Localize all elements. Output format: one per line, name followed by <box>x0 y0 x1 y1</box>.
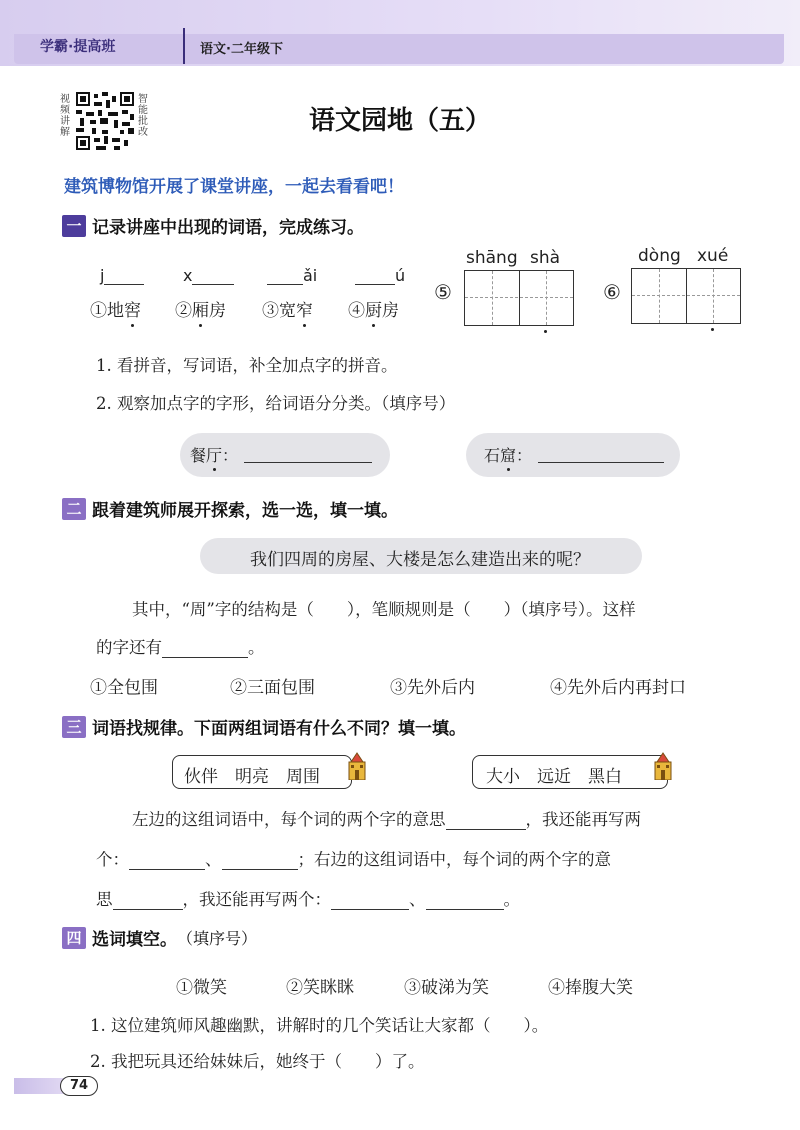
qr-right-label: 智能批改 <box>138 94 148 138</box>
category-label-2: 石窟： <box>484 446 533 465</box>
section-1-heading <box>62 213 364 238</box>
section-4-option-1: ①微笑 <box>176 978 227 998</box>
section-3-line-3: 思 ，我还能再写两个： 、 。 <box>96 890 520 909</box>
grid-5-pinyin-2: shà <box>530 248 561 268</box>
pinyin-blank-2[interactable]: x <box>183 266 234 285</box>
section-2-blank[interactable] <box>162 642 248 658</box>
section-3-heading <box>62 714 466 739</box>
section-3-blank-1[interactable] <box>446 814 526 830</box>
section-4-option-2: ②笑眯眯 <box>286 978 354 998</box>
grid-5-dot <box>544 330 547 333</box>
category-answer-1[interactable] <box>244 462 372 463</box>
pinyin-blank-4[interactable]: ú <box>355 266 405 285</box>
section-2-option-3: ③先外后内 <box>390 678 475 698</box>
grid-5-number: ⑤ <box>434 280 452 304</box>
grid-6-pinyin-2: xué <box>697 246 729 266</box>
category-label-1: 餐厅： <box>190 446 239 465</box>
word-1: ①地窖 <box>90 301 141 321</box>
subject-title: 语文·二年级下 <box>200 42 283 57</box>
page-title: 语文园地（五） <box>308 106 491 136</box>
word-group-right-text: 大小 远近 黑白 <box>486 767 622 787</box>
series-title: 学霸·提高班 <box>40 39 116 55</box>
castle-icon <box>652 752 674 780</box>
writing-grid-5[interactable] <box>464 270 574 326</box>
section-2-question: 我们四周的房屋、大楼是怎么建造出来的呢？ <box>250 550 590 570</box>
page-number: 74 <box>60 1076 98 1096</box>
word-group-left-text: 伙伴 明亮 周围 <box>184 767 320 787</box>
writing-grid-6[interactable] <box>631 268 741 324</box>
section-2-title: 跟着建筑师展开探索，选一选，填一填。 <box>92 501 398 521</box>
section-2-heading <box>62 496 398 521</box>
pinyin-blank-3[interactable]: ǎi <box>267 266 317 285</box>
section-4-question-1: 1. 这位建筑师风趣幽默，讲解时的几个笑话让大家都（ ）。 <box>90 1016 549 1035</box>
section-2-option-2: ②三面包围 <box>230 678 315 698</box>
pinyin-blank-1[interactable]: j <box>100 266 144 285</box>
section-3-line-1: 左边的这组词语中，每个词的两个字的意思 ，我还能再写两 <box>132 810 641 829</box>
grid-6-pinyin-1: dòng <box>638 246 681 266</box>
grid-5-pinyin-1: shāng <box>466 248 518 268</box>
section-1-title: 记录讲座中出现的词语，完成练习。 <box>92 218 364 238</box>
section-4-number: 四 <box>62 927 86 949</box>
section-1-number: 一 <box>62 215 86 237</box>
section-1-question-1: 1. 看拼音，写词语，补全加点字的拼音。 <box>96 356 398 375</box>
section-2-option-4: ④先外后内再封口 <box>550 678 686 698</box>
section-3-line-2: 个： 、 ；右边的这组词语中，每个词的两个字的意 <box>96 850 611 869</box>
word-2: ②厢房 <box>175 301 226 321</box>
qr-left-label: 视频讲解 <box>60 94 70 138</box>
word-3: ③宽窄 <box>262 301 313 321</box>
section-4-note: （填序号） <box>177 929 258 948</box>
section-3-blank-2[interactable] <box>129 854 205 870</box>
section-4-title: 选词填空。 <box>92 930 177 950</box>
section-3-blank-6[interactable] <box>426 894 504 910</box>
section-4-option-4: ④捧腹大笑 <box>548 978 633 998</box>
section-3-blank-4[interactable] <box>113 894 183 910</box>
section-2-line-2: 的字还有 。 <box>96 638 265 657</box>
section-3-blank-5[interactable] <box>331 894 409 910</box>
header-divider <box>183 28 185 64</box>
grid-6-number: ⑥ <box>603 280 621 304</box>
section-2-number: 二 <box>62 498 86 520</box>
category-answer-2[interactable] <box>538 462 664 463</box>
section-4-heading <box>62 925 257 950</box>
section-2-option-1: ①全包围 <box>90 678 158 698</box>
intro-text: 建筑博物馆开展了课堂讲座，一起去看看吧！ <box>64 177 404 197</box>
section-4-question-2: 2. 我把玩具还给妹妹后，她终于（ ）了。 <box>90 1052 425 1071</box>
section-3-blank-3[interactable] <box>222 854 298 870</box>
section-3-number: 三 <box>62 716 86 738</box>
section-2-line-1: 其中，“周”字的结构是（ ），笔顺规则是（ ）（填序号）。这样 <box>132 600 636 619</box>
section-3-title: 词语找规律。下面两组词语有什么不同？填一填。 <box>92 719 466 739</box>
castle-icon <box>346 752 368 780</box>
word-4: ④厨房 <box>348 301 399 321</box>
grid-6-dot <box>711 328 714 331</box>
header-bar <box>14 34 784 64</box>
section-1-question-2: 2. 观察加点字的字形，给词语分分类。（填序号） <box>96 394 456 413</box>
section-4-option-3: ③破涕为笑 <box>404 978 489 998</box>
